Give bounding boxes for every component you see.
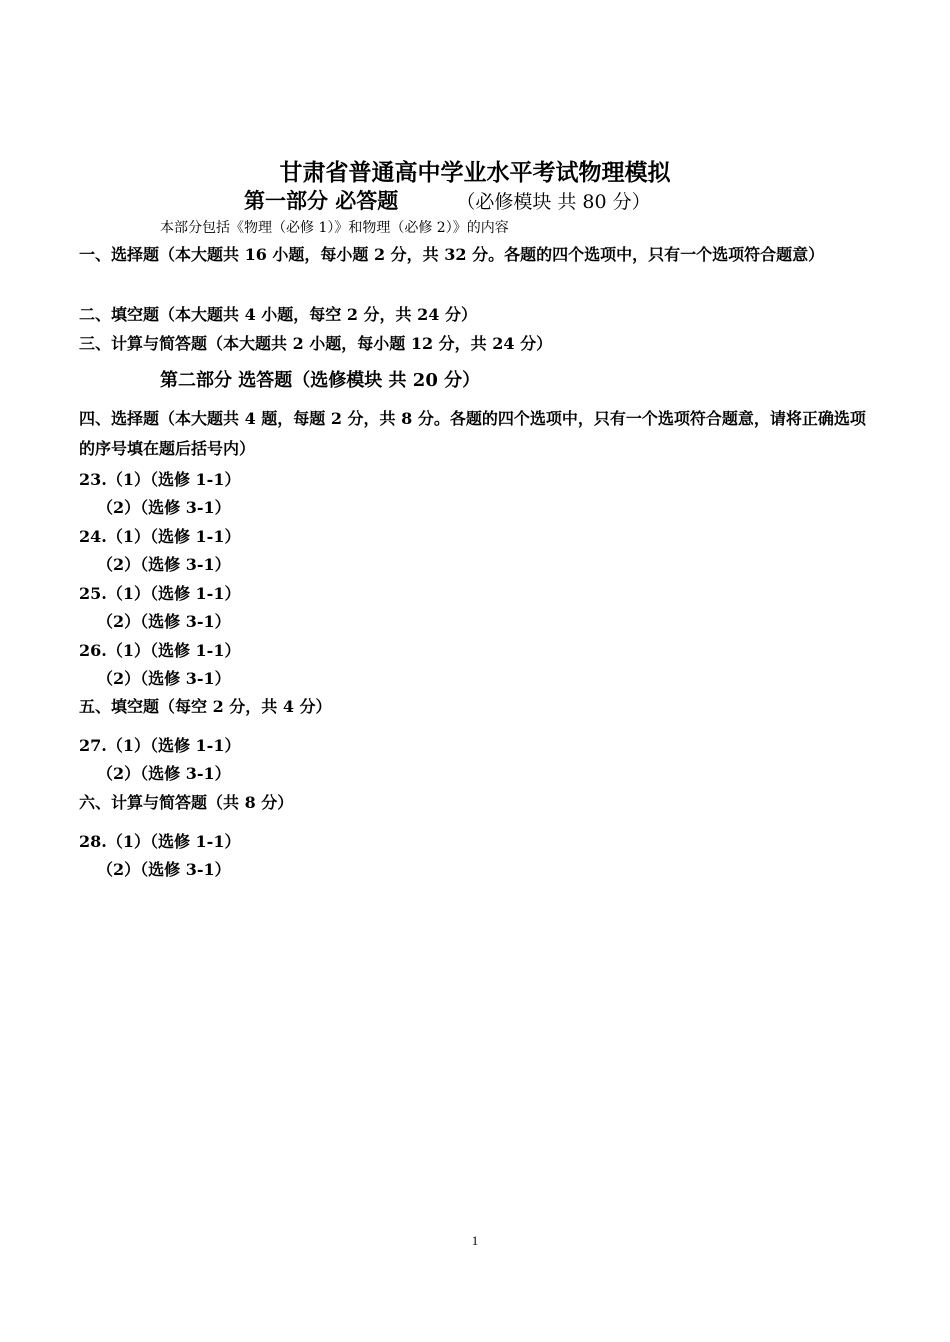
question-23-part1: 23.（1）（选修 1-1）	[79, 470, 241, 489]
part1-note: （必修模块 共 80 分）	[456, 191, 651, 213]
question-23-part2: （2）（选修 3-1）	[97, 498, 231, 517]
section-1-heading: 一、选择题（本大题共 16 小题，每小题 2 分，共 32 分。各题的四个选项中，只有一个选项符合题意）	[79, 245, 825, 264]
question-25-part1: 25.（1）（选修 1-1）	[79, 584, 241, 603]
section-5-heading: 五、填空题（每空 2 分，共 4 分）	[79, 697, 332, 716]
question-24-part1: 24.（1）（选修 1-1）	[79, 527, 241, 546]
part1-heading: 第一部分 必答题	[244, 188, 399, 213]
question-27-part1: 27.（1）（选修 1-1）	[79, 736, 241, 755]
question-28-part1: 28.（1）（选修 1-1）	[79, 832, 241, 851]
part2-heading: 第二部分 选答题（选修模块 共 20 分）	[160, 370, 481, 391]
question-25-part2: （2）（选修 3-1）	[97, 612, 231, 631]
section-4-heading: 四、选择题（本大题共 4 题，每题 2 分，共 8 分。各题的四个选项中，只有一个选项符合题意，请将正确选项的序号填在题后括号内）	[79, 409, 866, 458]
question-24-part2: （2）（选修 3-1）	[97, 555, 231, 574]
question-27-part2: （2）（选修 3-1）	[97, 764, 231, 783]
section-6-heading: 六、计算与简答题（共 8 分）	[79, 793, 294, 812]
part1-intro: 本部分包括《物理（必修 1）》和物理（必修 2）》的内容	[160, 220, 509, 236]
part1-heading-line	[244, 185, 651, 215]
document-title: 甘肃省普通高中学业水平考试物理模拟	[279, 159, 671, 186]
section-2-heading: 二、填空题（本大题共 4 小题，每空 2 分，共 24 分）	[79, 305, 477, 324]
page-number: 1	[471, 1233, 479, 1248]
question-26-part1: 26.（1）（选修 1-1）	[79, 641, 241, 660]
section-3-heading: 三、计算与简答题（本大题共 2 小题，每小题 12 分，共 24 分）	[79, 334, 553, 353]
question-28-part2: （2）（选修 3-1）	[97, 860, 231, 879]
question-26-part2: （2）（选修 3-1）	[97, 669, 231, 688]
